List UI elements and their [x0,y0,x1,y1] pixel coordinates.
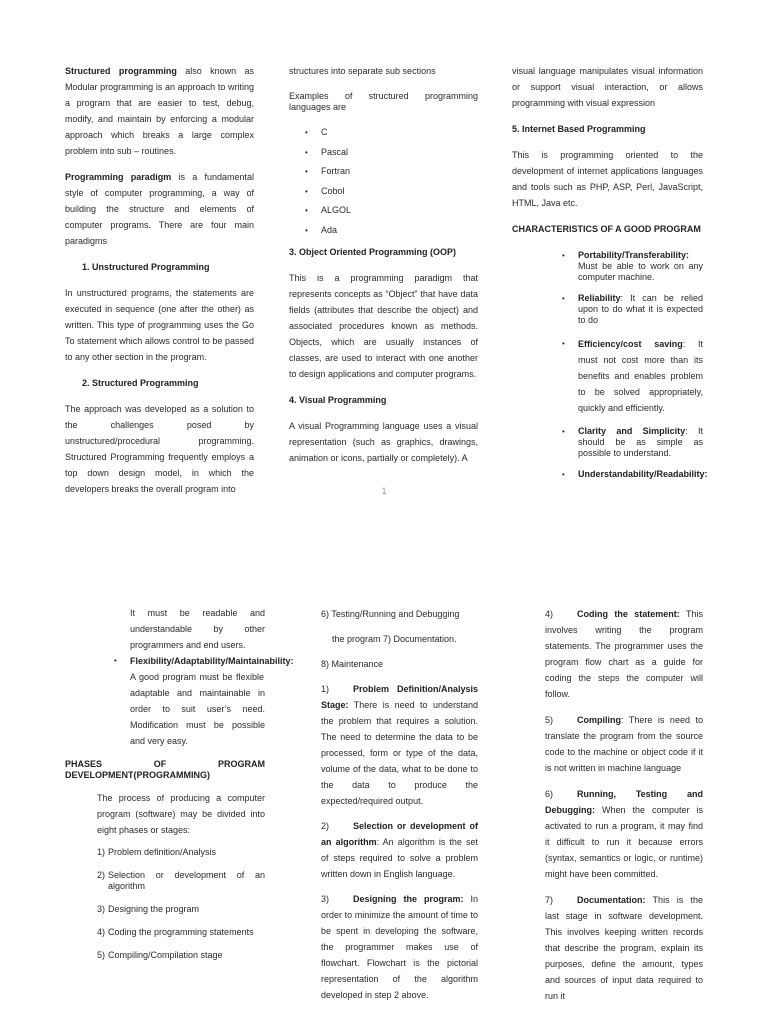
step-paragraph: 4) Coding the statement: This involves writing the program statements. The programmer uses the program flow chart as a guide for coding the steps the computer will follow. [545,609,703,699]
list-item: • Cobol [305,182,478,202]
step-paragraph: 5) Compiling: There is need to translate the program from the source code to the machine or object code if it is not written in machine language [545,715,703,773]
list-item: • ALGOL [305,201,478,221]
list-item: • Pascal [305,143,478,163]
page-number: 1 [381,486,387,496]
heading-internet-programming: 5. Internet Based Programming [512,124,646,134]
programming-paradigm-paragraph: Programming paradigm is a fundamental style of computer programming, a way of building the structure and elements of computer programs. There are four main paradigms [65,172,254,246]
phase-7-line: the program 7) Documentation. [332,634,457,644]
list-item: • Understandability/Readability: [562,469,703,480]
languages-list [305,123,478,240]
examples-paragraph: Examples of structured programming languages are [289,91,478,112]
unstructured-paragraph: In unstructured programs, the statements are executed in sequence (one after the other) as written. This type of programming uses the Go To statement which allows control to be passed to any other section in the program. [65,288,254,362]
heading-oop: 3. Object Oriented Programming (OOP) [289,247,457,257]
step-paragraph: 3) Designing the program: In order to minimize the amount of time to be spent in developing the software, the programmer makes use of flowchart. Flowchart is the pictorial representation of the algorithm developed in step 2 above. [321,894,478,1000]
internet-paragraph: This is programming oriented to the development of internet applications languages and tools such as PHP, ASP, Perl, JavaScript, HTML, Java etc. [512,150,703,208]
heading-structured-programming: 2. Structured Programming [82,378,199,388]
structures-continuation: structures into separate sub sections [289,66,436,76]
step-paragraph: 6) Running, Testing and Debugging: When the computer is activated to run a program, it may find it difficult to run it because errors (syntax, semantics or logic, or runtime) might have been committed. [545,789,703,879]
visual-continuation: visual language manipulates visual information or support visual interaction, or allows programming with visual expression [512,66,703,108]
list-item: • Ada [305,221,478,241]
step-paragraph: 2) Selection or development of an algorithm: An algorithm is the set of steps required to solve a problem written down in English language. [321,821,478,879]
page1-column-3 [512,63,708,480]
oop-paragraph: This is a programming paradigm that represents concepts as “Object” that have data fields (attributes that describe the object) and associated procedures known as methods. Objects, which are usually instances of classes, are used to interact with one another to design applications and computer programs. [289,273,478,379]
list-item: • Fortran [305,162,478,182]
visual-paragraph: A visual Programming language uses a visual representation (such as graphics, drawings, animation or icons, partially or completely). A [289,421,478,463]
flexibility-list [114,653,294,749]
readable-paragraph: It must be readable and understandable by other programmers and end users. [130,608,265,650]
structured-programming-paragraph: Structured programming also known as Modular programming is an approach to writing a program that are easier to test, debug, modify, and maintain by enforcing a modular approach which breaks a large complex problem into sub – routines. [65,66,254,156]
list-item: • Efficiency/cost saving: It must not cost more than its benefits and enables problem to be solved appropriately, quickly and efficiently. [562,336,703,416]
list-item: • C [305,123,478,143]
step-paragraph: 1) Problem Definition/Analysis Stage: There is need to understand the problem that requires a solution. The need to determine the data to be processed, form or type of the data, volume of the data, what to be done to the data to produce the expected/required output. [321,684,478,806]
list-item: 3) Designing the program [97,904,200,914]
page2-column-3 [545,606,703,1004]
heading-characteristics: CHARACTERISTICS OF A GOOD PROGRAM [512,224,701,234]
page-gap [0,515,768,595]
heading-visual-programming: 4. Visual Programming [289,395,387,405]
structured-paragraph: The approach was developed as a solution to the challenges posed by unstructured/procedural programming. Structured Programming frequently employs a top down design model, in which the developers breaks the overall program into [65,404,254,494]
list-item: 2) Selection or development of an algorithm [97,870,265,891]
list-item: 5) Compiling/Compilation stage [97,950,223,960]
list-item: • Portability/Transferability: Must be able to work on any computer machine. [562,250,703,283]
step-paragraph: 7) Documentation: This is the last stage in software development. This involves keeping written records that describe the program, explain its purposes, define the amount, types and sources of input data required to run it [545,895,703,1001]
page1-column-2 [289,63,478,466]
page1-column-1 [65,63,254,497]
phase-6-line: 6) Testing/Running and Debugging [321,609,460,619]
page2-column-2 [321,606,478,1003]
list-item: 4) Coding the programming statements [97,927,254,937]
page2-column-1 [65,605,294,961]
phase-8-line: 8) Maintenance [321,659,384,669]
list-item: • Reliability: It can be relied upon to do what it is expected to do [562,293,703,326]
list-item: 1) Problem definition/Analysis [97,847,217,857]
phases-intro: The process of producing a computer program (software) may be divided into eight phases or stages: [97,793,265,835]
heading-unstructured-programming: 1. Unstructured Programming [82,262,210,272]
phases-list [97,847,265,961]
heading-phases: PHASES OF PROGRAM DEVELOPMENT(PROGRAMMING) [65,759,265,780]
list-item: • Flexibility/Adaptability/Maintainability: A good program must be flexible adaptable and maintainable in order to suit user’s need. Modification must be possible and very easy. [114,653,265,749]
characteristics-list [562,250,708,480]
list-item: • Clarity and Simplicity: It should be as simple as possible to understand. [562,426,703,459]
